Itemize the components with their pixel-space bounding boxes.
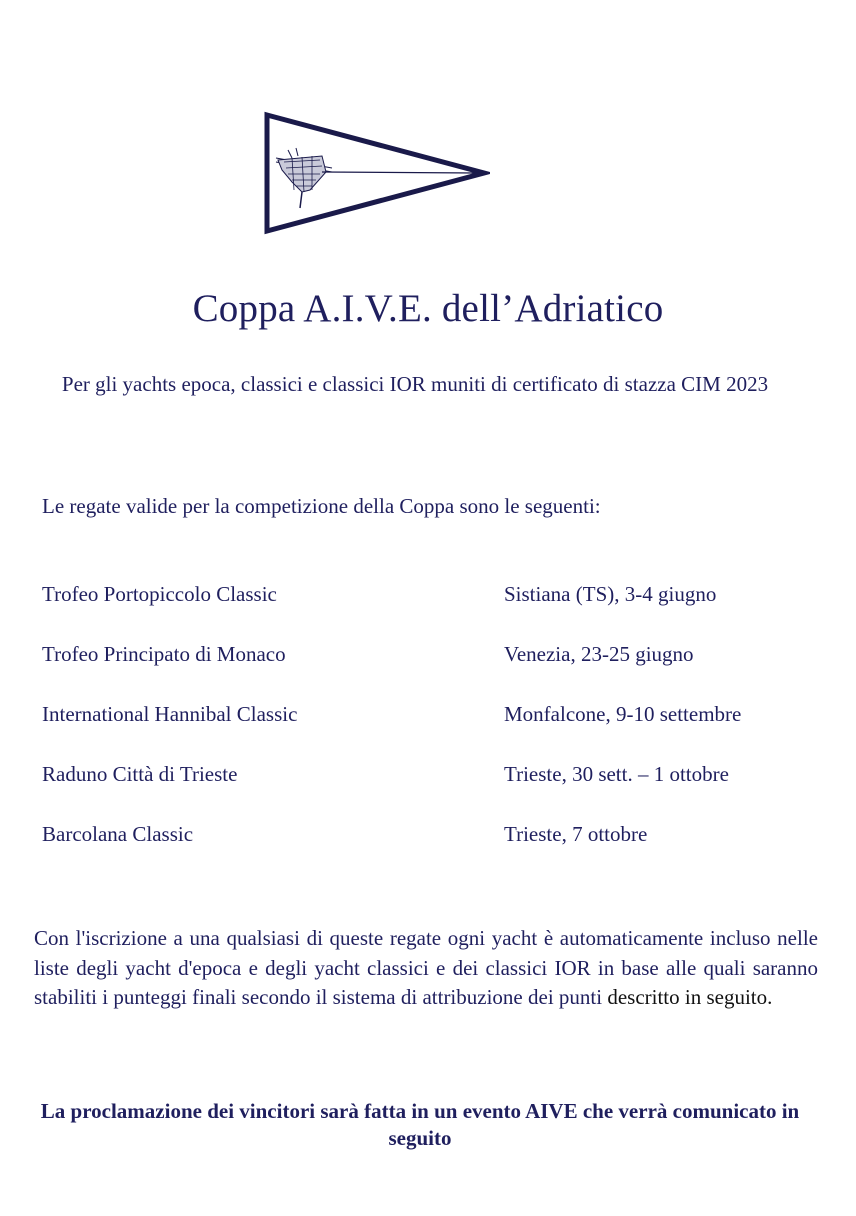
regatta-name: Barcolana Classic: [42, 822, 194, 846]
regatta-list: [42, 580, 842, 880]
regatta-row: [42, 640, 842, 700]
regatta-place-date: Monfalcone, 9-10 settembre: [504, 702, 742, 726]
body-paragraph: [34, 924, 818, 1013]
regatta-row: [42, 820, 842, 880]
regatta-name: Raduno Città di Trieste: [42, 762, 238, 786]
document-title: Coppa A.I.V.E. dell’Adriatico: [192, 287, 664, 330]
burgee-logo-icon: [262, 110, 490, 236]
regatta-place-date: Trieste, 7 ottobre: [504, 822, 648, 846]
closing-statement: La proclamazione dei vincitori sarà fatta in un evento AIVE che verrà comunicato in seguito: [40, 1099, 800, 1150]
regatta-row: [42, 580, 842, 640]
intro-text: Le regate valide per la competizione della Coppa sono le seguenti:: [42, 494, 601, 518]
regatta-row: [42, 700, 842, 760]
regatta-place-date: Sistiana (TS), 3-4 giugno: [504, 582, 717, 606]
regatta-row: [42, 760, 842, 820]
body-text-part1: Con l'iscrizione a una qualsiasi di queste regate ogni yacht è automaticamente incluso nelle liste degli yacht d'epoca e degli yacht classici e dei classici IOR in base alle quali saranno stabiliti i punteggi finali secondo il sistema di attribuzione dei punti: [34, 926, 818, 1009]
regatta-place-date: Trieste, 30 sett. – 1 ottobre: [504, 762, 729, 786]
subtitle: Per gli yachts epoca, classici e classici IOR muniti di certificato di stazza CIM 2023: [61, 372, 769, 396]
regatta-name: Trofeo Portopiccolo Classic: [42, 582, 277, 606]
regatta-name: Trofeo Principato di Monaco: [42, 642, 286, 666]
body-text-part2: descritto in seguito.: [607, 985, 773, 1009]
regatta-place-date: Venezia, 23-25 giugno: [504, 642, 694, 666]
regatta-name: International Hannibal Classic: [42, 702, 298, 726]
